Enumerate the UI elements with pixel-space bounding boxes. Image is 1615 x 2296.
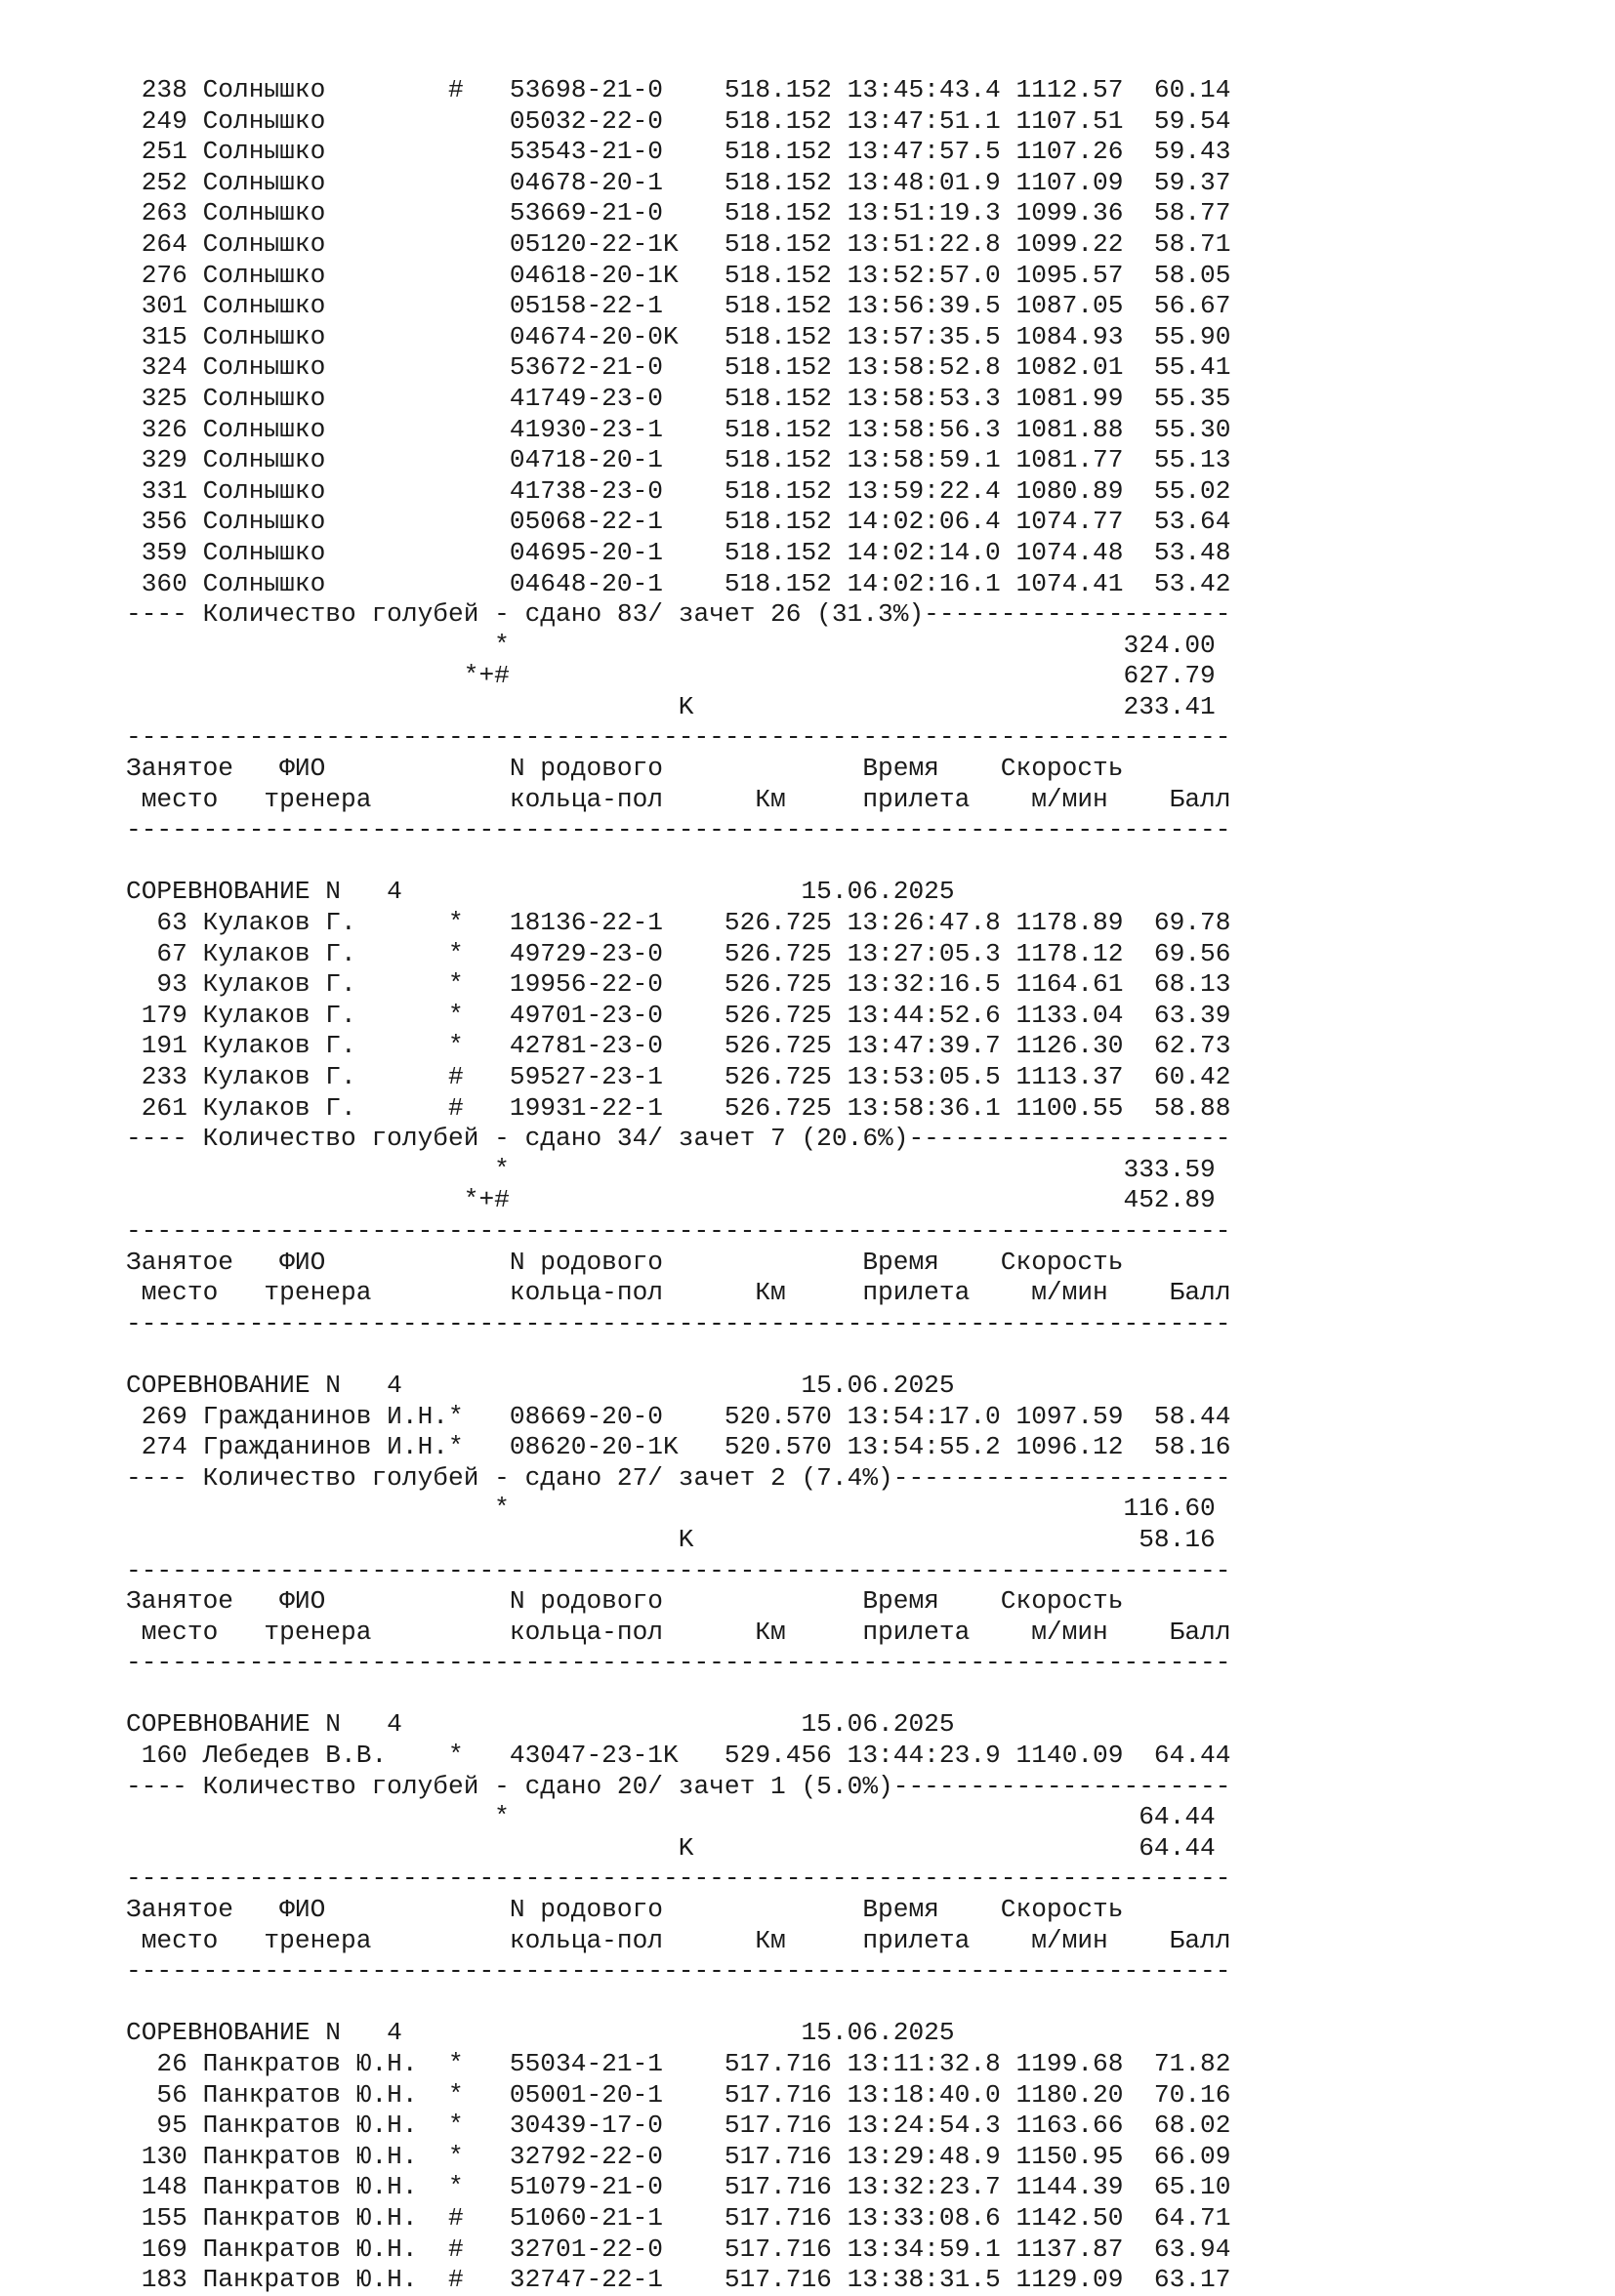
text-line: * 324.00 bbox=[126, 630, 1216, 660]
text-line: 155 Панкратов Ю.Н. # 51060-21-1 517.716 13:33:08.6 1142.50 64.71 bbox=[126, 2202, 1231, 2233]
text-line: 252 Солнышко 04678-20-1 518.152 13:48:01.9 1107.09 59.37 bbox=[126, 167, 1231, 197]
text-line: 269 Гражданинов И.Н.* 08669-20-0 520.570 13:54:17.0 1097.59 58.44 bbox=[126, 1401, 1231, 1431]
text-line: 56 Панкратов Ю.Н. * 05001-20-1 517.716 13:18:40.0 1180.20 70.16 bbox=[126, 2079, 1231, 2110]
text-line bbox=[126, 1339, 1493, 1371]
text-line: 276 Солнышко 04618-20-1K 518.152 13:52:57.0 1095.57 58.05 bbox=[126, 260, 1231, 290]
text-line: 301 Солнышко 05158-22-1 518.152 13:56:39.5 1087.05 56.67 bbox=[126, 291, 1231, 321]
text-line: 179 Кулаков Г. * 49701-23-0 526.725 13:44:52.6 1133.04 63.39 bbox=[126, 1000, 1231, 1030]
text-line: место тренера кольца-пол Км прилета м/мин Балл bbox=[126, 784, 1231, 814]
text-line: 130 Панкратов Ю.Н. * 32792-22-0 517.716 13:29:48.9 1150.95 66.09 bbox=[126, 2141, 1231, 2171]
text-line: 183 Панкратов Ю.Н. # 32747-22-1 517.716 13:38:31.5 1129.09 63.17 bbox=[126, 2265, 1231, 2295]
text-line: * 333.59 bbox=[126, 1154, 1216, 1184]
text-line: 359 Солнышко 04695-20-1 518.152 14:02:14.0 1074.48 53.48 bbox=[126, 537, 1231, 567]
text-line: место тренера кольца-пол Км прилета м/мин Балл bbox=[126, 1617, 1231, 1647]
text-line: 251 Солнышко 53543-21-0 518.152 13:47:57.5 1107.26 59.43 bbox=[126, 137, 1231, 167]
text-line: СОРЕВНОВАНИЕ N 4 15.06.2025 bbox=[126, 877, 955, 907]
text-line: 263 Солнышко 53669-21-0 518.152 13:51:19.3 1099.36 58.77 bbox=[126, 198, 1231, 228]
text-line: 264 Солнышко 05120-22-1K 518.152 13:51:22.8 1099.22 58.71 bbox=[126, 228, 1231, 259]
text-line: ---- Количество голубей - сдано 20/ зачет 1 (5.0%)---------------------- bbox=[126, 1771, 1231, 1801]
text-line: 249 Солнышко 05032-22-0 518.152 13:47:51.1 1107.51 59.54 bbox=[126, 105, 1231, 136]
text-line bbox=[126, 1988, 1493, 2019]
text-line: 148 Панкратов Ю.Н. * 51079-21-0 517.716 13:32:23.7 1144.39 65.10 bbox=[126, 2172, 1231, 2202]
text-line: место тренера кольца-пол Км прилета м/мин Балл bbox=[126, 1925, 1231, 1955]
text-line: 63 Кулаков Г. * 18136-22-1 526.725 13:26:47.8 1178.89 69.78 bbox=[126, 908, 1231, 938]
text-line bbox=[126, 1679, 1493, 1710]
text-line: ------------------------------------------------------------------------ bbox=[126, 815, 1231, 845]
text-line: Занятое ФИО N родового Время Скорость bbox=[126, 1586, 1124, 1617]
text-line: 326 Солнышко 41930-23-1 518.152 13:58:56.3 1081.88 55.30 bbox=[126, 414, 1231, 444]
text-line: 93 Кулаков Г. * 19956-22-0 526.725 13:32:16.5 1164.61 68.13 bbox=[126, 969, 1231, 1000]
text-line: 329 Солнышко 04718-20-1 518.152 13:58:59.1 1081.77 55.13 bbox=[126, 445, 1231, 475]
text-line: K 233.41 bbox=[126, 691, 1216, 721]
text-line: * 64.44 bbox=[126, 1802, 1216, 1832]
text-line: ------------------------------------------------------------------------ bbox=[126, 1215, 1231, 1246]
text-line: *+# 627.79 bbox=[126, 661, 1216, 691]
text-line: СОРЕВНОВАНИЕ N 4 15.06.2025 bbox=[126, 1709, 955, 1740]
text-line: Занятое ФИО N родового Время Скорость bbox=[126, 1895, 1124, 1925]
text-line: *+# 452.89 bbox=[126, 1185, 1216, 1215]
text-line: Занятое ФИО N родового Время Скорость bbox=[126, 754, 1124, 784]
text-line: * 116.60 bbox=[126, 1494, 1216, 1524]
text-line: 67 Кулаков Г. * 49729-23-0 526.725 13:27:05.3 1178.12 69.56 bbox=[126, 938, 1231, 968]
text-line: ---- Количество голубей - сдано 83/ зачет 26 (31.3%)-------------------- bbox=[126, 599, 1231, 630]
text-line: 331 Солнышко 41738-23-0 518.152 13:59:22.4 1080.89 55.02 bbox=[126, 475, 1231, 506]
text-line: ---- Количество голубей - сдано 34/ зачет 7 (20.6%)--------------------- bbox=[126, 1124, 1231, 1154]
text-line: ------------------------------------------------------------------------ bbox=[126, 1555, 1231, 1585]
text-line: 325 Солнышко 41749-23-0 518.152 13:58:53.3 1081.99 55.35 bbox=[126, 383, 1231, 413]
text-line: место тренера кольца-пол Км прилета м/мин Балл bbox=[126, 1278, 1231, 1308]
text-line: 95 Панкратов Ю.Н. * 30439-17-0 517.716 13:24:54.3 1163.66 68.02 bbox=[126, 2111, 1231, 2141]
text-line: 261 Кулаков Г. # 19931-22-1 526.725 13:58:36.1 1100.55 58.88 bbox=[126, 1092, 1231, 1123]
text-line: 274 Гражданинов И.Н.* 08620-20-1K 520.570 13:54:55.2 1096.12 58.16 bbox=[126, 1432, 1231, 1462]
text-line: ------------------------------------------------------------------------ bbox=[126, 1864, 1231, 1894]
text-line: 233 Кулаков Г. # 59527-23-1 526.725 13:53:05.5 1113.37 60.42 bbox=[126, 1062, 1231, 1091]
text-line: Занятое ФИО N родового Время Скорость bbox=[126, 1247, 1124, 1277]
text-line: 238 Солнышко # 53698-21-0 518.152 13:45:43.4 1112.57 60.14 bbox=[126, 75, 1231, 104]
text-line: 191 Кулаков Г. * 42781-23-0 526.725 13:47:39.7 1126.30 62.73 bbox=[126, 1031, 1231, 1061]
results-printout bbox=[126, 75, 1493, 2296]
text-line: K 64.44 bbox=[126, 1832, 1216, 1863]
text-line: 160 Лебедев В.В. * 43047-23-1K 529.456 13:44:23.9 1140.09 64.44 bbox=[126, 1741, 1231, 1771]
text-line: 356 Солнышко 05068-22-1 518.152 14:02:06.4 1074.77 53.64 bbox=[126, 507, 1231, 537]
text-line: 169 Панкратов Ю.Н. # 32701-22-0 517.716 13:34:59.1 1137.87 63.94 bbox=[126, 2234, 1231, 2264]
text-line: ------------------------------------------------------------------------ bbox=[126, 722, 1231, 753]
text-line: СОРЕВНОВАНИЕ N 4 15.06.2025 bbox=[126, 2018, 955, 2048]
text-line: 26 Панкратов Ю.Н. * 55034-21-1 517.716 13:11:32.8 1199.68 71.82 bbox=[126, 2049, 1231, 2078]
text-line: ------------------------------------------------------------------------ bbox=[126, 1956, 1231, 1987]
text-line: K 58.16 bbox=[126, 1524, 1216, 1554]
text-line: 360 Солнышко 04648-20-1 518.152 14:02:16.1 1074.41 53.42 bbox=[126, 568, 1231, 598]
text-line: ------------------------------------------------------------------------ bbox=[126, 1308, 1231, 1338]
text-line: 324 Солнышко 53672-21-0 518.152 13:58:52.8 1082.01 55.41 bbox=[126, 352, 1231, 383]
text-line: ------------------------------------------------------------------------ bbox=[126, 1648, 1231, 1678]
text-line bbox=[126, 846, 1493, 878]
text-line: СОРЕВНОВАНИЕ N 4 15.06.2025 bbox=[126, 1370, 955, 1400]
text-line: ---- Количество голубей - сдано 27/ зачет 2 (7.4%)---------------------- bbox=[126, 1462, 1231, 1493]
text-line: 315 Солнышко 04674-20-0K 518.152 13:57:35.5 1084.93 55.90 bbox=[126, 321, 1231, 351]
